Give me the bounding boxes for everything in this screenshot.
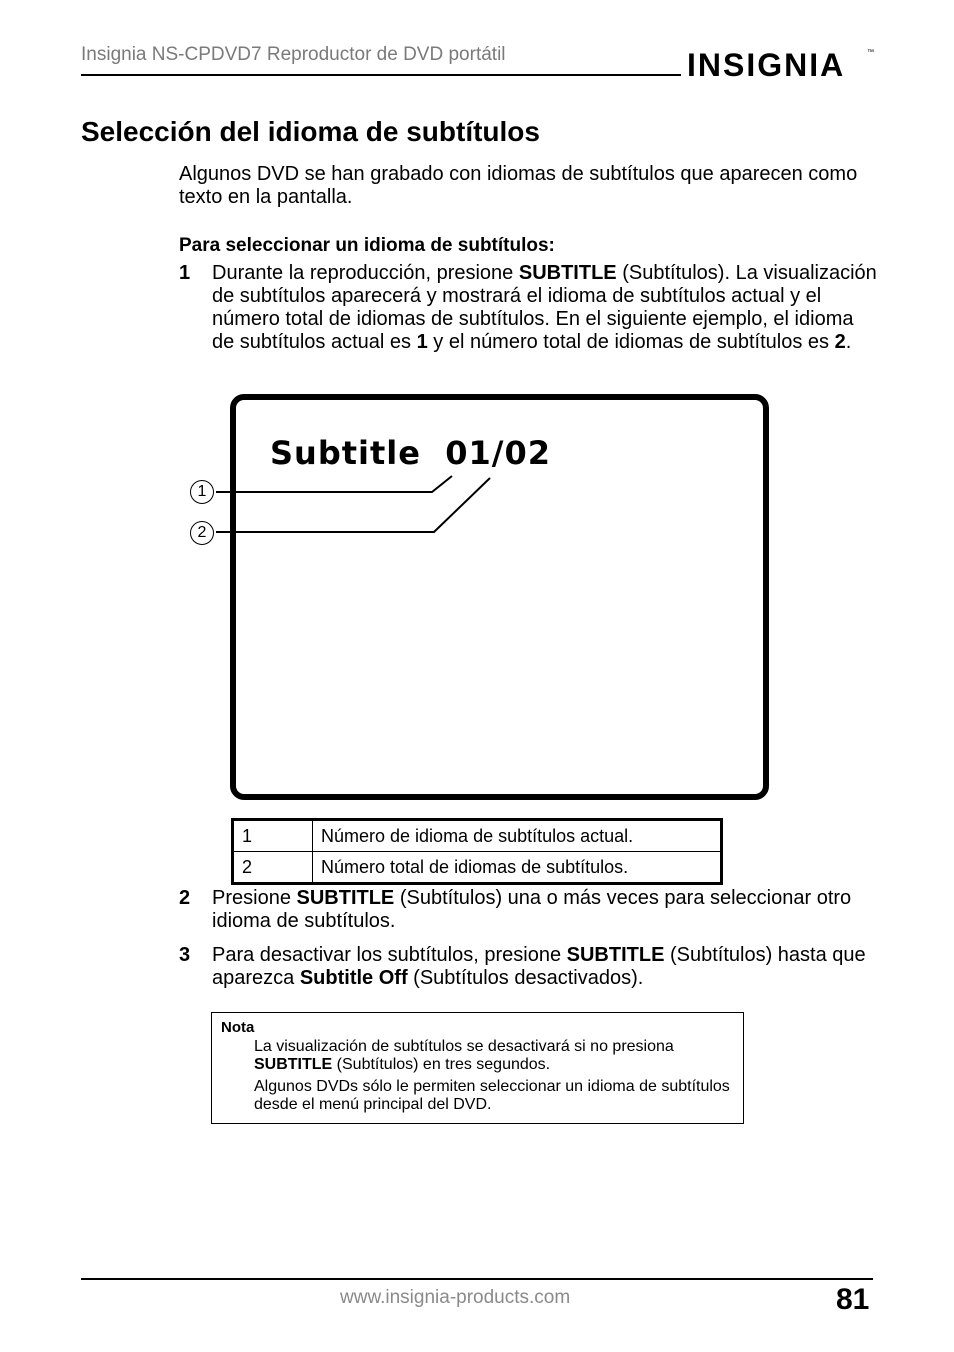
bold-term: SUBTITLE [518, 262, 617, 284]
step-text [212, 887, 879, 933]
note-box [211, 1012, 744, 1124]
callout-line-1 [216, 476, 452, 492]
footer-rule [81, 1278, 873, 1280]
text-run: Presione [212, 887, 297, 909]
step-1 [179, 262, 879, 354]
running-header: Insignia NS-CPDVD7 Reproductor de DVD portátil [81, 44, 506, 65]
text-run: Algunos DVDs sólo le permiten seleccionar un idioma de subtítulos desde el menú principal del DVD. [254, 1078, 730, 1113]
screen-subtitle-display: Subtitle 01/02 [270, 434, 551, 472]
step-text [212, 944, 879, 990]
insignia-logo [687, 42, 877, 88]
text-run: Para desactivar los subtítulos, presione [212, 944, 567, 966]
intro-paragraph: Algunos DVD se han grabado con idiomas de subtítulos que aparecen como texto en la pantalla. [179, 163, 858, 208]
legend-key: 1 [233, 820, 313, 852]
callout-lines [180, 470, 510, 560]
bold-term: 2 [834, 331, 846, 353]
callout-line-2 [216, 478, 490, 532]
text-run: (Subtítulos) una o más veces para seleccionar otro idioma de subtítulos. [212, 887, 852, 932]
table-row [233, 820, 722, 852]
logo-wordmark: INSIGNIA [687, 47, 846, 83]
step-2 [179, 887, 879, 933]
procedure-title: Para seleccionar un idioma de subtítulos: [179, 235, 555, 256]
callout-legend-table [231, 818, 723, 885]
legend-key: 2 [233, 852, 313, 884]
legend-description: Número de idioma de subtítulos actual. [313, 820, 722, 852]
text-run: (Subtítulos). La visualización de subtítulos aparecerá y mostrará el idioma de subtítulos actual y el número total de idiomas de subtítulos. En el siguiente ejemplo, el idioma de subtítulos actual es [212, 262, 877, 353]
text-run: . [845, 331, 852, 353]
footer-url: www.insignia-products.com [340, 1287, 571, 1308]
text-run: (Subtítulos desactivados). [407, 967, 644, 989]
bold-term: SUBTITLE [296, 887, 395, 909]
text-run: La visualización de subtítulos se desactivará si no presiona [254, 1038, 674, 1055]
note-label: Nota [221, 1019, 255, 1036]
text-run: (Subtítulos) en tres segundos. [332, 1056, 551, 1073]
step-text [212, 262, 879, 354]
step-number: 1 [179, 262, 191, 284]
bold-term: SUBTITLE [254, 1056, 333, 1073]
legend-description: Número total de idiomas de subtítulos. [313, 852, 722, 884]
note-item-1 [254, 1038, 736, 1074]
page-number: 81 [836, 1283, 870, 1316]
text-run: Durante la reproducción, presione [212, 262, 519, 284]
step-number: 3 [179, 944, 191, 966]
bold-term: Subtitle Off [299, 967, 408, 989]
logo-tm: ™ [867, 49, 874, 56]
bold-term: 1 [416, 331, 428, 353]
section-title: Selección del idioma de subtítulos [81, 116, 540, 147]
table-row [233, 852, 722, 884]
bold-term: SUBTITLE [566, 944, 665, 966]
note-item-2 [254, 1078, 736, 1114]
step-number: 2 [179, 887, 191, 909]
step-3 [179, 944, 879, 990]
callout-marker-2: 2 [190, 521, 214, 545]
text-run: (Subtítulos) hasta que aparezca [212, 944, 866, 989]
text-run: y el número total de idiomas de subtítulos es [427, 331, 835, 353]
header-rule [81, 74, 681, 76]
callout-marker-1: 1 [190, 480, 214, 504]
